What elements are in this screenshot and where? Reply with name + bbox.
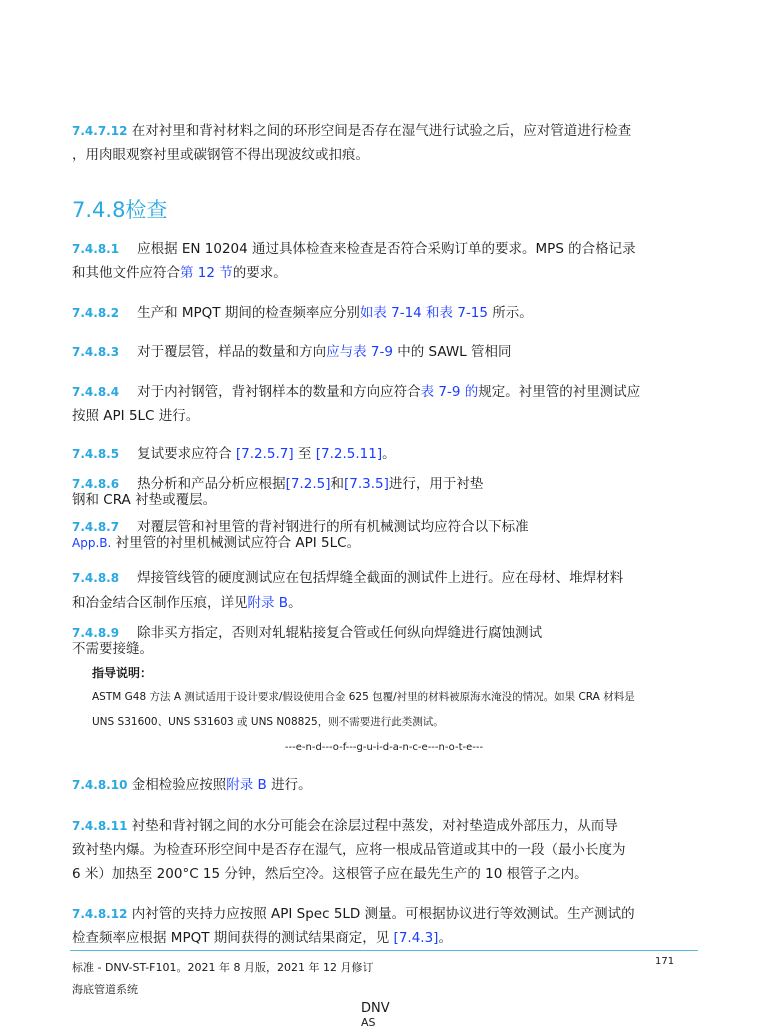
paragraph-7-4-8-12 (72, 903, 635, 925)
appendix-b-link[interactable]: App.B. (72, 536, 112, 550)
clause-number: 7.4.8.8 (72, 571, 120, 585)
clause-number: 7.4.8.12 (72, 907, 128, 921)
guidance-text: ASTM G48 方法 A 测试适用于设计要求/假设使用合金 625 包覆/衬里的材料被原海水淹没的情况。如果 CRA 材料是 (92, 691, 635, 703)
paragraph-text: 所示。 (487, 305, 533, 321)
table-7-9-link[interactable]: 表 7-9 的 (420, 384, 479, 400)
paragraph-text: 复试要求应符合 (137, 446, 236, 462)
paragraph-text: 。 (288, 595, 302, 611)
paragraph-7-4-8-3 (72, 341, 511, 363)
paragraph-text: 焊接管线管的硬度测试应在包括焊缝全截面的测试件上进行。应在母材、堆焊材料 (137, 570, 624, 586)
footer-rule (70, 950, 698, 951)
section-12-link[interactable]: 第 12 节 (180, 265, 233, 281)
ref-7-2-5-7-link[interactable]: [7.2.5.7] (235, 446, 294, 462)
page-number: 171 (655, 956, 675, 967)
paragraph-7-4-8-11-cont: 致衬垫内爆。为检查环形空间中是否存在湿气，应将一根成品管道或其中的一段（最小长度为 (72, 842, 626, 858)
paragraph-7-4-8-7-cont (72, 534, 360, 552)
paragraph-text: 检查频率应根据 MPQT 期间获得的测试结果商定，见 (72, 930, 394, 946)
paragraph-text: 和冶金结合区制作压痕，详见 (72, 595, 248, 611)
paragraph-text: 在对衬里和背衬材料之间的环形空间是否存在湿气进行试验之后，应对管道进行检查 (127, 123, 632, 139)
paragraph-text: 对于内衬钢管，背衬钢样本的数量和方向应符合 (137, 384, 421, 400)
paragraph-text: 。 (382, 446, 396, 462)
dnv-logo-subtext: AS (361, 1016, 376, 1029)
paragraph-text: 应根据 EN 10204 通过具体检查来检查是否符合采购订单的要求。MPS 的合格记录 (137, 241, 636, 257)
paragraph-text: 除非买方指定，否则对轧辊粘接复合管或任何纵向焊缝进行腐蚀测试 (137, 625, 543, 641)
ref-7-2-5-link[interactable]: [7.2.5] (285, 476, 331, 492)
footer-system: 海底管道系统 (72, 983, 138, 996)
paragraph-text: 内衬管的夹持力应按照 API Spec 5LD 测量。可根据协议进行等效测试。生产测试的 (127, 906, 635, 922)
paragraph-text: 热分析和产品分析应根据 (137, 476, 286, 492)
guidance-text: UNS S31600、UNS S31603 或 UNS N08825，则不需要进行此类测试。 (92, 716, 444, 728)
footer-standard: 标准 - DNV-ST-F101。2021 年 8 月版，2021 年 12 月修订 (72, 961, 374, 974)
clause-number: 7.4.8.4 (72, 385, 120, 399)
clause-number: 7.4.8.9 (72, 626, 120, 640)
paragraph-text: 对于覆层管，样品的数量和方向 (137, 344, 327, 360)
paragraph-7-4-7-12-cont: ，用肉眼观察衬里或碳钢管不得出现波纹或扣痕。 (72, 147, 369, 163)
paragraph-7-4-8-4 (72, 381, 640, 403)
paragraph-text: 进行，用于衬垫 (388, 476, 484, 492)
paragraph-7-4-8-4-cont: 按照 API 5LC 进行。 (72, 408, 200, 424)
paragraph-7-4-8-11 (72, 815, 618, 837)
paragraph-text: 对覆层管和衬里管的背衬钢进行的所有机械测试均应符合以下标准 (137, 519, 529, 535)
clause-number: 7.4.8.11 (72, 819, 128, 833)
paragraph-7-4-8-1-cont (72, 262, 287, 284)
paragraph-7-4-8-9-cont: 不需要接缝。 (72, 641, 153, 657)
paragraph-7-4-8-10 (72, 774, 312, 796)
paragraph-7-4-8-8 (72, 567, 623, 589)
section-heading: 7.4.8检查 (72, 198, 168, 222)
paragraph-text: 的要求。 (232, 265, 287, 281)
clause-number: 7.4.7.12 (72, 124, 128, 138)
clause-number: 7.4.8.6 (72, 477, 120, 491)
paragraph-text: 中的 SAWL 管相同 (392, 344, 512, 360)
ref-7-3-5-link[interactable]: [7.3.5] (343, 476, 389, 492)
paragraph-text: 衬里管的衬里机械测试应符合 API 5LC。 (111, 535, 361, 551)
paragraph-text: 和其他文件应符合 (72, 265, 180, 281)
paragraph-7-4-8-5 (72, 443, 396, 465)
guidance-end-marker: ---e-n-d---o-f---g-u-i-d-a-n-c-e---n-o-t-e--- (284, 742, 484, 753)
paragraph-text: 至 (293, 446, 316, 462)
ref-7-4-3-link[interactable]: [7.4.3] (393, 930, 439, 946)
paragraph-text: 衬垫和背衬钢之间的水分可能会在涂层过程中蒸发，对衬垫造成外部压力，从而导 (127, 818, 618, 834)
clause-number: 7.4.8.3 (72, 345, 120, 359)
dnv-logo-text: DNV (361, 1001, 390, 1016)
paragraph-7-4-8-12-cont (72, 927, 452, 949)
paragraph-text: 进行。 (266, 777, 312, 793)
paragraph-7-4-8-6-cont: 钢和 CRA 衬垫或覆层。 (72, 492, 217, 508)
appendix-b-link[interactable]: 附录 B (247, 595, 289, 611)
appendix-b-link[interactable]: 附录 B (226, 777, 267, 793)
ref-7-2-5-11-link[interactable]: [7.2.5.11] (315, 446, 383, 462)
clause-number: 7.4.8.7 (72, 520, 120, 534)
table-7-9-link[interactable]: 应与表 7-9 (326, 344, 393, 360)
clause-number: 7.4.8.5 (72, 447, 120, 461)
paragraph-text: 生产和 MPQT 期间的检查频率应分别 (137, 305, 360, 321)
paragraph-7-4-8-8-cont (72, 592, 302, 614)
paragraph-7-4-7-12 (72, 120, 631, 142)
guidance-title: 指导说明： (92, 666, 153, 680)
clause-number: 7.4.8.2 (72, 306, 120, 320)
paragraph-7-4-8-2 (72, 302, 533, 324)
table-7-14-link[interactable]: 如表 7-14 和表 7-15 (359, 305, 488, 321)
paragraph-text: 。 (438, 930, 452, 946)
paragraph-7-4-8-11-cont: 6 米）加热至 200°C 15 分钟，然后空冷。这根管子应在最先生产的 10 根管子之内。 (72, 866, 588, 882)
clause-number: 7.4.8.1 (72, 242, 120, 256)
paragraph-text: 金相检验应按照 (127, 777, 227, 793)
paragraph-text: 规定。衬里管的衬里测试应 (478, 384, 641, 400)
paragraph-7-4-8-1 (72, 238, 636, 260)
clause-number: 7.4.8.10 (72, 778, 128, 792)
paragraph-text: 和 (330, 476, 344, 492)
